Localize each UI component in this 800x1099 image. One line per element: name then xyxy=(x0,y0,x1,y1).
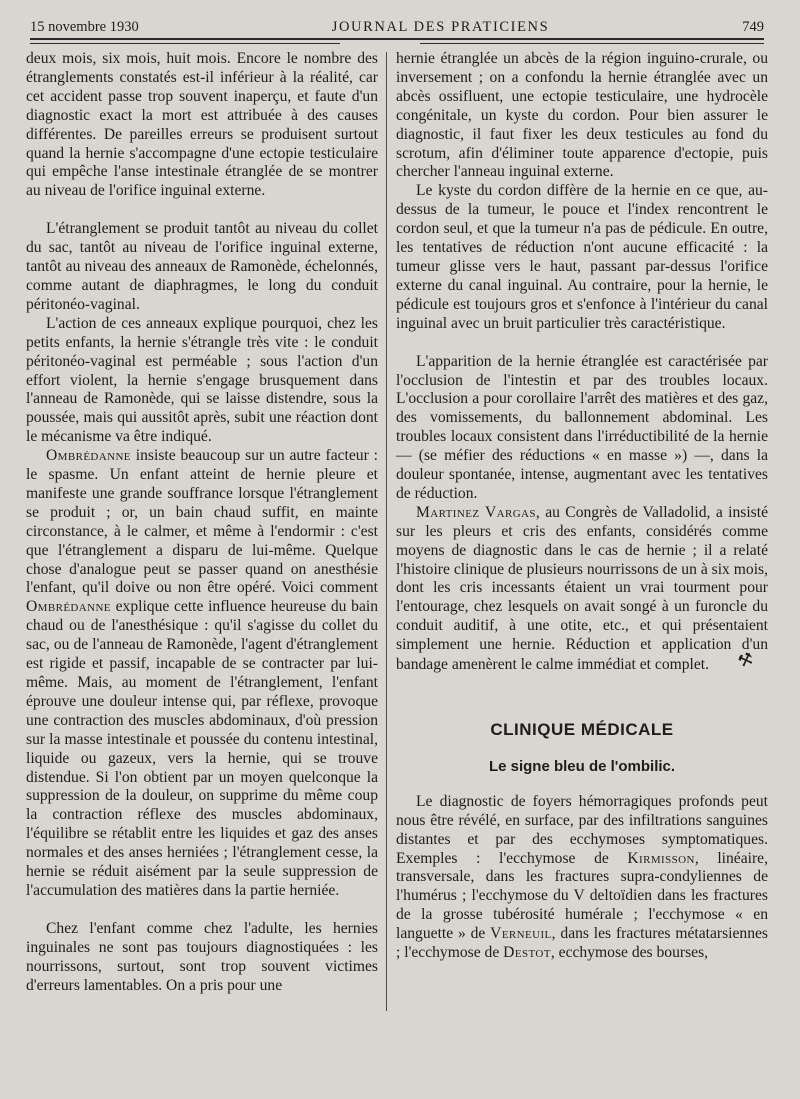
paragraph: L'apparition de la hernie étranglée est caractérisée par l'occlusion de l'intestin et par des troubles locaux. L'occlusion a pour corollaire l'arrêt des matières et des gaz, des vomissements, du ballonnement abdominal. Les troubles locaux consistent dans l'irréductibilité de la hernie — (se méfier des réductions « en masse ») —, dans la douleur spontanée, intense, augmentant avec les tentatives de réduction. xyxy=(396,352,768,502)
paragraph: Ombrédanne insiste beaucoup sur un autre facteur : le spasme. Un enfant atteint de hernie pleure et manifeste une grande souffrance lorsque l'étranglement se produit ; or, un bain chaud suffit, en mainte circonstance, à le calmer, et même à l'endormir : c'est que l'étranglement a disparu de lui-même. Quelque chose d'analogue peut se passer quand on anesthésie l'enfant, qu'il doive ou non être opéré. Voici comment Ombrédanne explique cette influence heureuse du bain chaud ou de l'anesthésique : qu'il s'agisse du collet du sac, ou de l'anneau de Ramonède, l'agent d'étranglement est rigide et passif, incapable de se contracter par lui-même. Mais, au moment de l'étranglement, l'enfant éprouve une douleur intense qui, par réflexe, provoque une contraction des muscles abdominaux, d'où pression sur la masse intestinale et poussée du contenu intestinal, liquide ou gazeux, vers la hernie, qui se trouve distendue. Si l'on obtient par un moyen quelconque la suppression de la douleur, on supprime du même coup la contraction réflexe des muscles abdominaux, l'équilibre se rétablit entre les liquides et gaz des anses normales et des anses herniées ; l'étranglement cesse, la hernie se réduit aisément par la seule suppression de l'accumulation des matières dans la partie herniée. xyxy=(26,447,378,899)
author-name: Ombrédanne xyxy=(26,598,111,616)
paragraph: L'étranglement se produit tantôt au niveau du collet du sac, tantôt au niveau de l'orifice inguinal externe, tantôt au niveau des anneaux de Ramonède, échelonnés, comme autant de diaphragmes, le long du conduit péritonéo-vaginal. xyxy=(26,220,378,313)
paragraph: Le kyste du cordon diffère de la hernie en ce que, au-dessus de la tumeur, le pouce et l'index rencontrent le cordon seul, et que la tumeur n'a pas de pédicule. En outre, les tentatives de réduction n'ont aucune efficacité : la tumeur glisse vers le haut, passant par-dessus l'orifice externe du canal inguinal. Au contraire, pour la hernie, le pédicule est toujours gros et s'enfonce à l'intérieur du canal inguinal avec un bruit particulier très caractéristique. xyxy=(396,182,768,332)
paragraph: hernie étranglée un abcès de la région inguino-crurale, ou inversement ; on a confondu la hernie étranglée avec un abcès ossifluent, une ectopie testiculaire, une hydrocèle congénitale, un kyste du cordon. Pour bien assurer le diagnostic, il faut fixer les deux testicules au fond du scrotum, afin d'éliminer toute apparence d'ectopie, puis chercher l'anneau inguinal externe. xyxy=(396,50,768,181)
header-rule xyxy=(30,38,764,40)
header-journal-title: JOURNAL DES PRATICIENS xyxy=(331,19,550,35)
paragraph: Martinez Vargas, au Congrès de Valladolid, a insisté sur les pleurs et cris des enfants, considérés comme moyens de diagnostic dans le cas de hernie ; il a relaté l'histoire clinique de plusieurs nourrissons de un à six mois, dont les cris incessants étaient un vrai tourment pour l'entourage, chez lesquels on avait songé à un furoncle du conduit auditif, à une otite, etc., et qui présentaient simplement une hernie. Réduction et application d'un bandage amenèrent le calme immédiat et complet. ⚒ xyxy=(396,504,768,675)
left-column xyxy=(26,50,378,996)
header-date: 15 novembre 1930 xyxy=(30,19,139,35)
section-title: CLINIQUE MÉDICALE xyxy=(490,720,674,739)
page-number: 749 xyxy=(742,19,764,35)
hammer-icon: ⚒ xyxy=(735,648,757,672)
column-divider xyxy=(386,52,387,1011)
running-header xyxy=(30,10,764,36)
author-name: Verneuil xyxy=(490,925,552,943)
header-rule-right xyxy=(420,43,764,44)
author-name: Ombrédanne xyxy=(46,447,131,465)
author-name: Martinez Vargas xyxy=(416,503,536,521)
paragraph: Le diagnostic de foyers hémorragiques profonds peut nous être révélé, en surface, par des infiltrations sanguines distantes et par des ecchymoses symptomatiques. Exemples : l'ecchymose de Kirmisson, linéaire, transversale, dans les fractures supra-condyliennes de l'humérus ; l'ecchymose du V deltoïdien dans les fractures de la grosse tubérosité humérale ; l'ecchymose « en languette » de Verneuil, dans les fractures métatarsiennes ; l'ecchymose de Destot, ecchymose des bourses, xyxy=(396,792,768,962)
header-rule-left xyxy=(30,43,340,44)
paragraph: L'action de ces anneaux explique pourquoi, chez les petits enfants, la hernie s'étrangle très vite : le conduit péritonéo-vaginal est perméable ; sous l'action d'un effort violent, la hernie s'engage brusquement dans l'anneau de Ramonède, qui se laisse distendre, sous la poussée, mais qui aussitôt après, subit une réaction dont le mécanisme va être indiqué. xyxy=(26,314,378,446)
paragraph: Chez l'enfant comme chez l'adulte, les hernies inguinales ne sont pas toujours diagnostiquées : les nourrissons, surtout, sont trop souvent victimes d'erreurs lamentables. On a pris pour une xyxy=(26,919,378,994)
right-column xyxy=(396,50,768,963)
paragraph: deux mois, six mois, huit mois. Encore le nombre des étranglements constatés est-il inférieur à la réalité, car cet accident passe trop souvent inaperçu, et faute d'un diagnostic exact la mort est attribuée à des causes différentes. De pareilles erreurs se produisent surtout quand la hernie s'accompagne d'une ectopie testiculaire qui empêche l'anse intestinale étranglée de se montrer au niveau de l'orifice inguinal externe. xyxy=(26,50,378,200)
author-name: Destot xyxy=(503,944,551,962)
article-title: Le signe bleu de l'ombilic. xyxy=(488,757,676,775)
author-name: Kirmisson xyxy=(627,849,695,867)
